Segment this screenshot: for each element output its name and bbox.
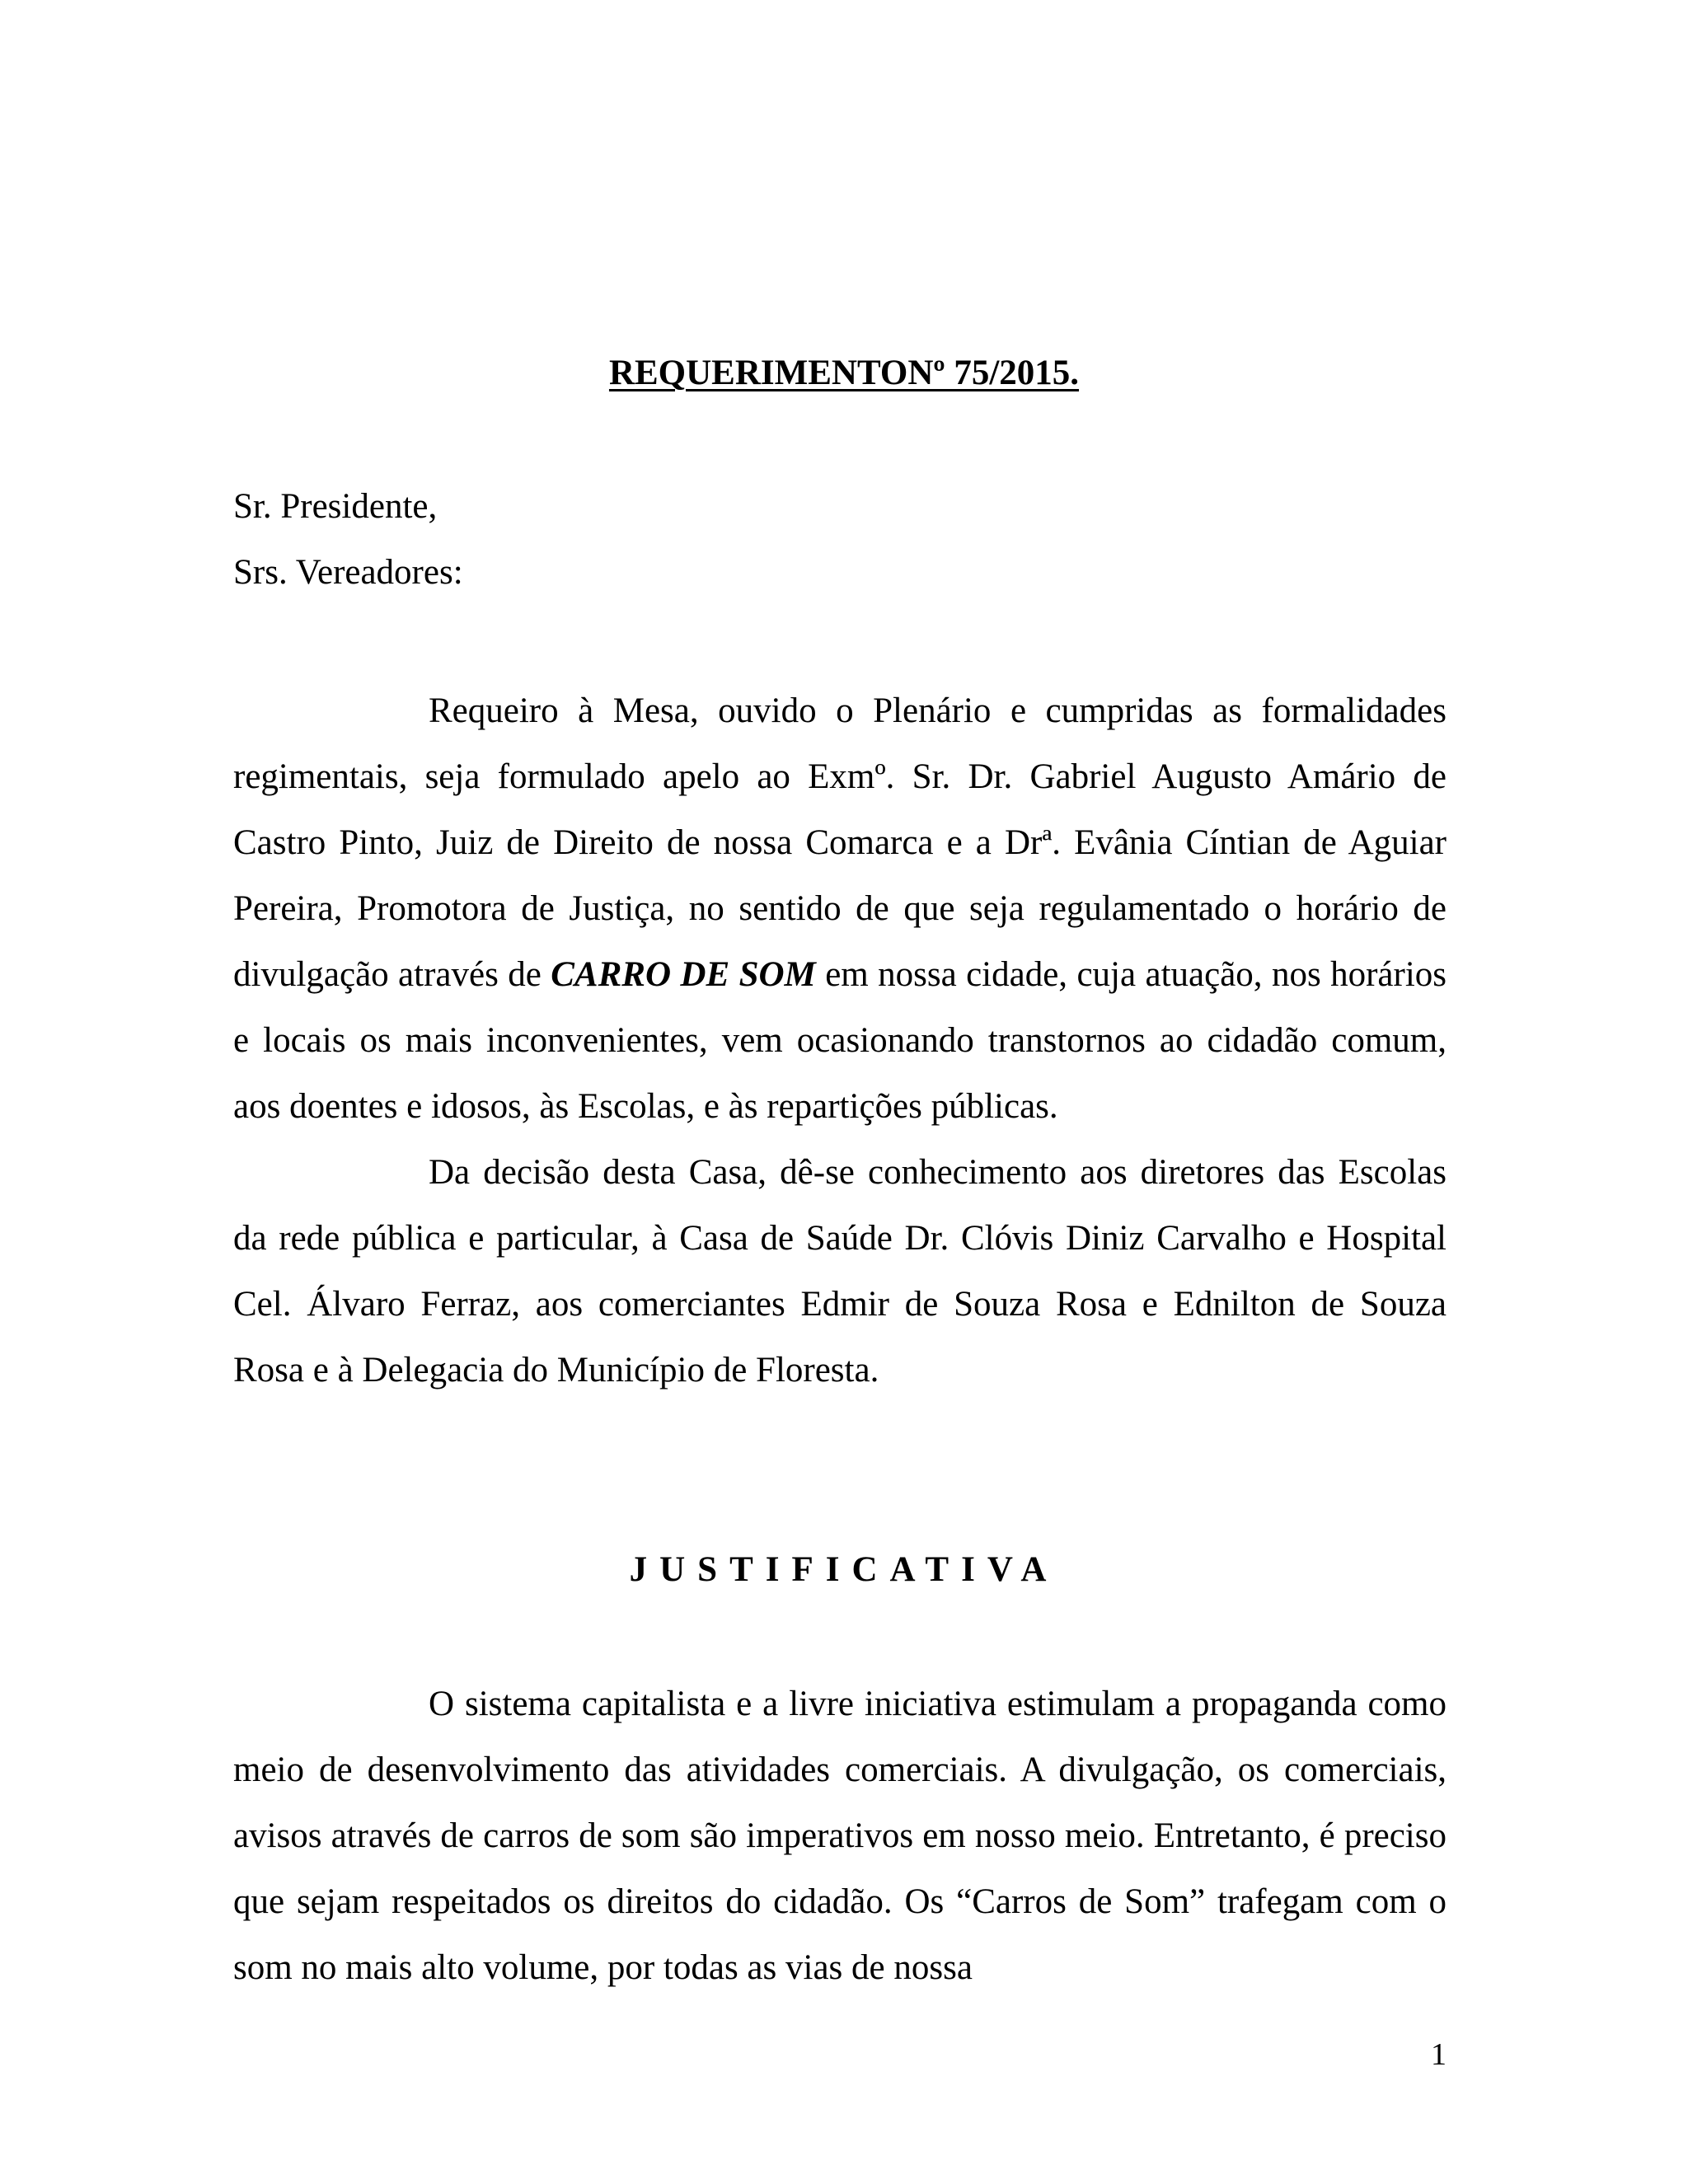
- page-number: 1: [1431, 2037, 1447, 2072]
- request-emphasis: CARRO DE SOM: [551, 955, 816, 994]
- salutation-councilors: Srs. Vereadores:: [233, 553, 463, 592]
- request-text-before: Requeiro à Mesa, ouvido o Plenário e cumpridas as formalidades regimentais, seja formulado apelo ao Exmº. Sr. Dr. Gabriel Augusto Amário de Castro Pinto, Juiz de Direito de nossa Comarca e a Drª. Evânia Cíntian de Aguiar Pereira, Promotora de Justiça, no sentido de que seja regulamentado o horário de divulgação através de: [233, 691, 1447, 994]
- salutation-president: Sr. Presidente,: [233, 487, 438, 526]
- justification-heading: JUSTIFICATIVA: [629, 1550, 1059, 1589]
- request-section: [233, 678, 1447, 1404]
- request-paragraph: [233, 678, 1447, 1140]
- document-title: REQUERIMENTONº 75/2015.: [608, 354, 1080, 392]
- justification-section: [233, 1671, 1447, 2001]
- request-text-after: em nossa cidade, cuja atuação, nos horários e locais os mais inconvenientes, vem ocasionando transtornos ao cidadão comum, aos doentes e idosos, às Escolas, e às repartições públicas.: [233, 955, 1447, 1126]
- justification-paragraph: O sistema capitalista e a livre iniciativa estimulam a propaganda como meio de desenvolvimento das atividades comerciais. A divulgação, os comerciais, avisos através de carros de som são imperativos em nosso meio. Entretanto, é preciso que sejam respeitados os direitos do cidadão. Os “Carros de Som” trafegam com o som no mais alto volume, por todas as vias de nossa: [233, 1685, 1447, 1987]
- notification-paragraph: Da decisão desta Casa, dê-se conhecimento aos diretores das Escolas da rede pública e particular, à Casa de Saúde Dr. Clóvis Diniz Carvalho e Hospital Cel. Álvaro Ferraz, aos comerciantes Edmir de Souza Rosa e Ednilton de Souza Rosa e à Delegacia do Município de Floresta.: [233, 1153, 1447, 1390]
